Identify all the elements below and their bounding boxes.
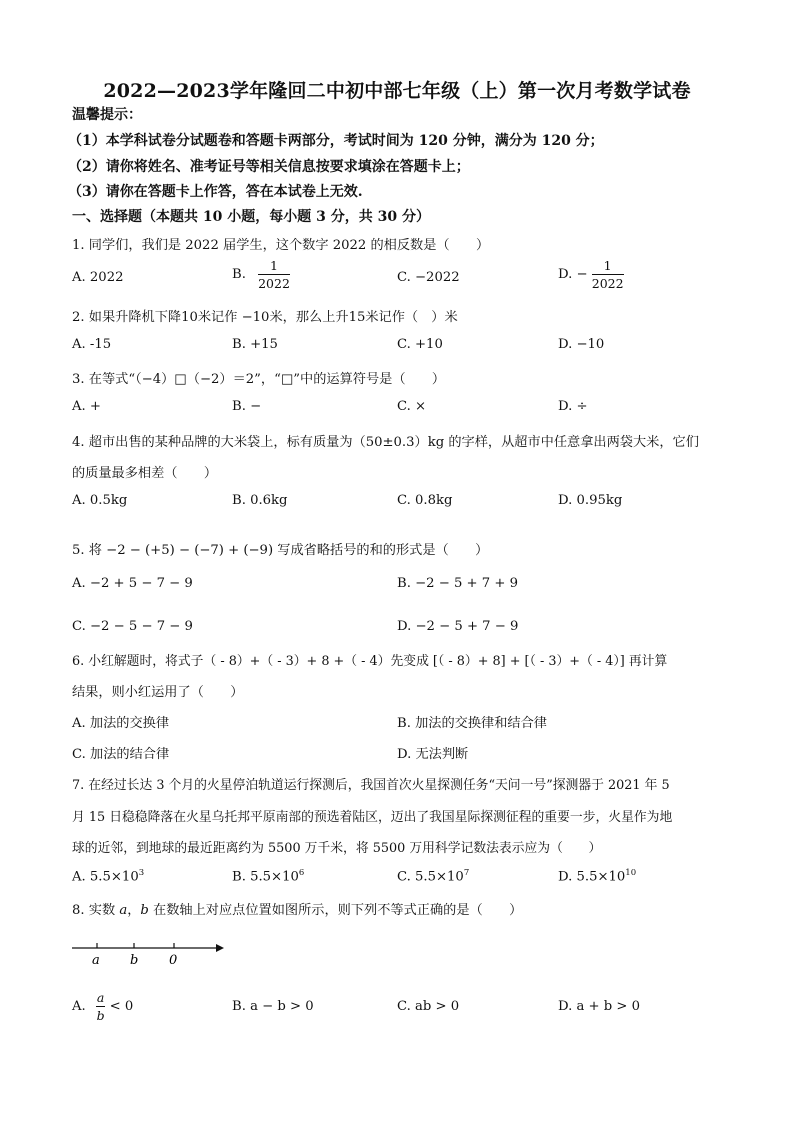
power-base: B. 5.5×10 xyxy=(232,869,299,885)
tip-item-3: （3）请你在答题卡上作答，答在本试卷上无效. xyxy=(68,184,363,200)
q6-option-a: A. 加法的交换律 xyxy=(72,716,170,731)
page-title: 2022—2023学年隆回二中初中部七年级（上）第一次月考数学试卷 xyxy=(103,80,691,102)
fraction-denominator: 2022 xyxy=(591,276,624,291)
q4-option-d: D. 0.95kg xyxy=(558,493,623,508)
number-line-arrow xyxy=(216,944,224,952)
q4-option-c: C. 0.8kg xyxy=(397,493,453,508)
question-7-line-3: 球的近邻，到地球的最近距离约为 5500 万千米，将 5500 万用科学记数法表示应为（ ） xyxy=(72,841,602,856)
q6-option-d: D. 无法判断 xyxy=(397,747,469,762)
question-6-line-2: 结果，则小红运用了（ ） xyxy=(72,685,244,700)
power-exponent: 6 xyxy=(298,868,305,878)
q2-option-a: A. -15 xyxy=(72,337,112,352)
q8-option-c: C. ab > 0 xyxy=(397,999,460,1014)
fraction xyxy=(96,990,105,1023)
tips-heading: 温馨提示： xyxy=(72,107,142,123)
label-b: b xyxy=(130,953,139,968)
label-zero: 0 xyxy=(169,953,178,968)
q1-option-c: C. −2022 xyxy=(397,270,460,285)
q7-option-c xyxy=(397,868,469,884)
question-7-line-2: 月 15 日稳稳降落在火星乌托邦平原南部的预选着陆区，迈出了我国星际探测征程的重要一步，火星作为地 xyxy=(72,810,673,825)
question-2-stem: 2. 如果升降机下降10米记作 −10米，那么上升15米记作（ ）米 xyxy=(72,310,458,325)
q7-option-a xyxy=(72,868,144,884)
q3-option-c: C. × xyxy=(397,399,427,414)
power-exponent: 7 xyxy=(463,868,470,878)
power-base: D. 5.5×10 xyxy=(558,869,626,885)
q5-option-b: B. −2 − 5 + 7 + 9 xyxy=(397,576,518,591)
q5-option-d: D. −2 − 5 + 7 − 9 xyxy=(397,619,519,634)
fraction-numerator: 1 xyxy=(592,258,624,275)
question-4-line-1: 4. 超市出售的某种品牌的大米袋上，标有质量为（50±0.3）kg 的字样，从超市中任意拿出两袋大米，它们 xyxy=(72,435,699,450)
q2-option-d: D. −10 xyxy=(558,337,605,352)
fraction-numerator: a xyxy=(96,990,105,1005)
question-1-stem: 1. 同学们，我们是 2022 届学生，这个数字 2022 的相反数是（ ） xyxy=(72,238,490,253)
q3-option-d: D. ÷ xyxy=(558,399,588,414)
q6-option-b: B. 加法的交换律和结合律 xyxy=(397,716,547,731)
number-line-figure xyxy=(70,936,230,972)
stem-separator: ， xyxy=(127,903,141,918)
q2-option-c: C. +10 xyxy=(397,337,443,352)
question-6-line-1: 6. 小红解题时，将式子（ - 8）+（ - 3）+ 8 +（ - 4）先变成 [（ - 8）+ 8] + [（ - 3）+（ - 4）] 再计算 xyxy=(72,654,668,669)
question-4-line-2: 的质量最多相差（ ） xyxy=(72,466,218,481)
q8-option-b: B. a − b > 0 xyxy=(232,999,314,1014)
question-7-line-1: 7. 在经过长达 3 个月的火星停泊轨道运行探测后，我国首次火星探测任务“天问一号”探测器于 2021 年 5 xyxy=(72,778,670,793)
q2-option-b: B. +15 xyxy=(232,337,278,352)
fraction-denominator: b xyxy=(96,1008,105,1023)
power-base: A. 5.5×10 xyxy=(72,869,139,885)
q5-option-a: A. −2 + 5 − 7 − 9 xyxy=(72,576,193,591)
q5-option-c: C. −2 − 5 − 7 − 9 xyxy=(72,619,193,634)
fraction-numerator: 1 xyxy=(258,258,290,275)
tip-item-1: （1）本学科试卷分试题卷和答题卡两部分，考试时间为 120 分钟，满分为 120 分； xyxy=(68,133,604,149)
tip-item-2: （2）请你将姓名、准考证号等相关信息按要求填涂在答题卡上； xyxy=(68,159,470,175)
question-8-stem xyxy=(72,899,522,918)
q4-option-a: A. 0.5kg xyxy=(72,493,128,508)
relation: < 0 xyxy=(109,999,134,1014)
question-5-stem: 5. 将 −2 − (+5) − (−7) + (−9) 写成省略括号的和的形式是（ ） xyxy=(72,543,489,558)
power-exponent: 3 xyxy=(138,868,145,878)
q6-option-c: C. 加法的结合律 xyxy=(72,747,170,762)
question-3-stem: 3. 在等式“（−4）□（−2）＝2”，“□”中的运算符号是（ ） xyxy=(72,372,446,387)
option-letter: D. − xyxy=(558,267,588,282)
q1-option-a: A. 2022 xyxy=(72,270,124,285)
option-letter: A. xyxy=(72,999,86,1014)
variable-b: b xyxy=(140,903,149,918)
fraction-denominator: 2022 xyxy=(258,276,290,291)
q1-option-d xyxy=(558,258,624,291)
q3-option-a: A. + xyxy=(72,399,101,414)
q7-option-b xyxy=(232,868,304,884)
stem-prefix: 8. 实数 xyxy=(72,903,120,918)
power-base: C. 5.5×10 xyxy=(397,869,464,885)
label-a: a xyxy=(92,953,100,968)
power-exponent: 10 xyxy=(625,868,637,878)
option-letter: B. xyxy=(232,267,246,282)
q3-option-b: B. − xyxy=(232,399,262,414)
q8-option-d: D. a + b > 0 xyxy=(558,999,641,1014)
q4-option-b: B. 0.6kg xyxy=(232,493,288,508)
fraction xyxy=(258,258,290,291)
section-heading: 一、选择题（本题共 10 小题，每小题 3 分，共 30 分） xyxy=(72,209,430,225)
q7-option-d xyxy=(558,868,636,884)
variable-a: a xyxy=(119,903,128,918)
stem-suffix: 在数轴上对应点位置如图所示，则下列不等式正确的是（ ） xyxy=(148,903,523,918)
q8-option-a xyxy=(72,990,133,1023)
fraction xyxy=(592,258,624,291)
q1-option-b xyxy=(232,258,290,291)
